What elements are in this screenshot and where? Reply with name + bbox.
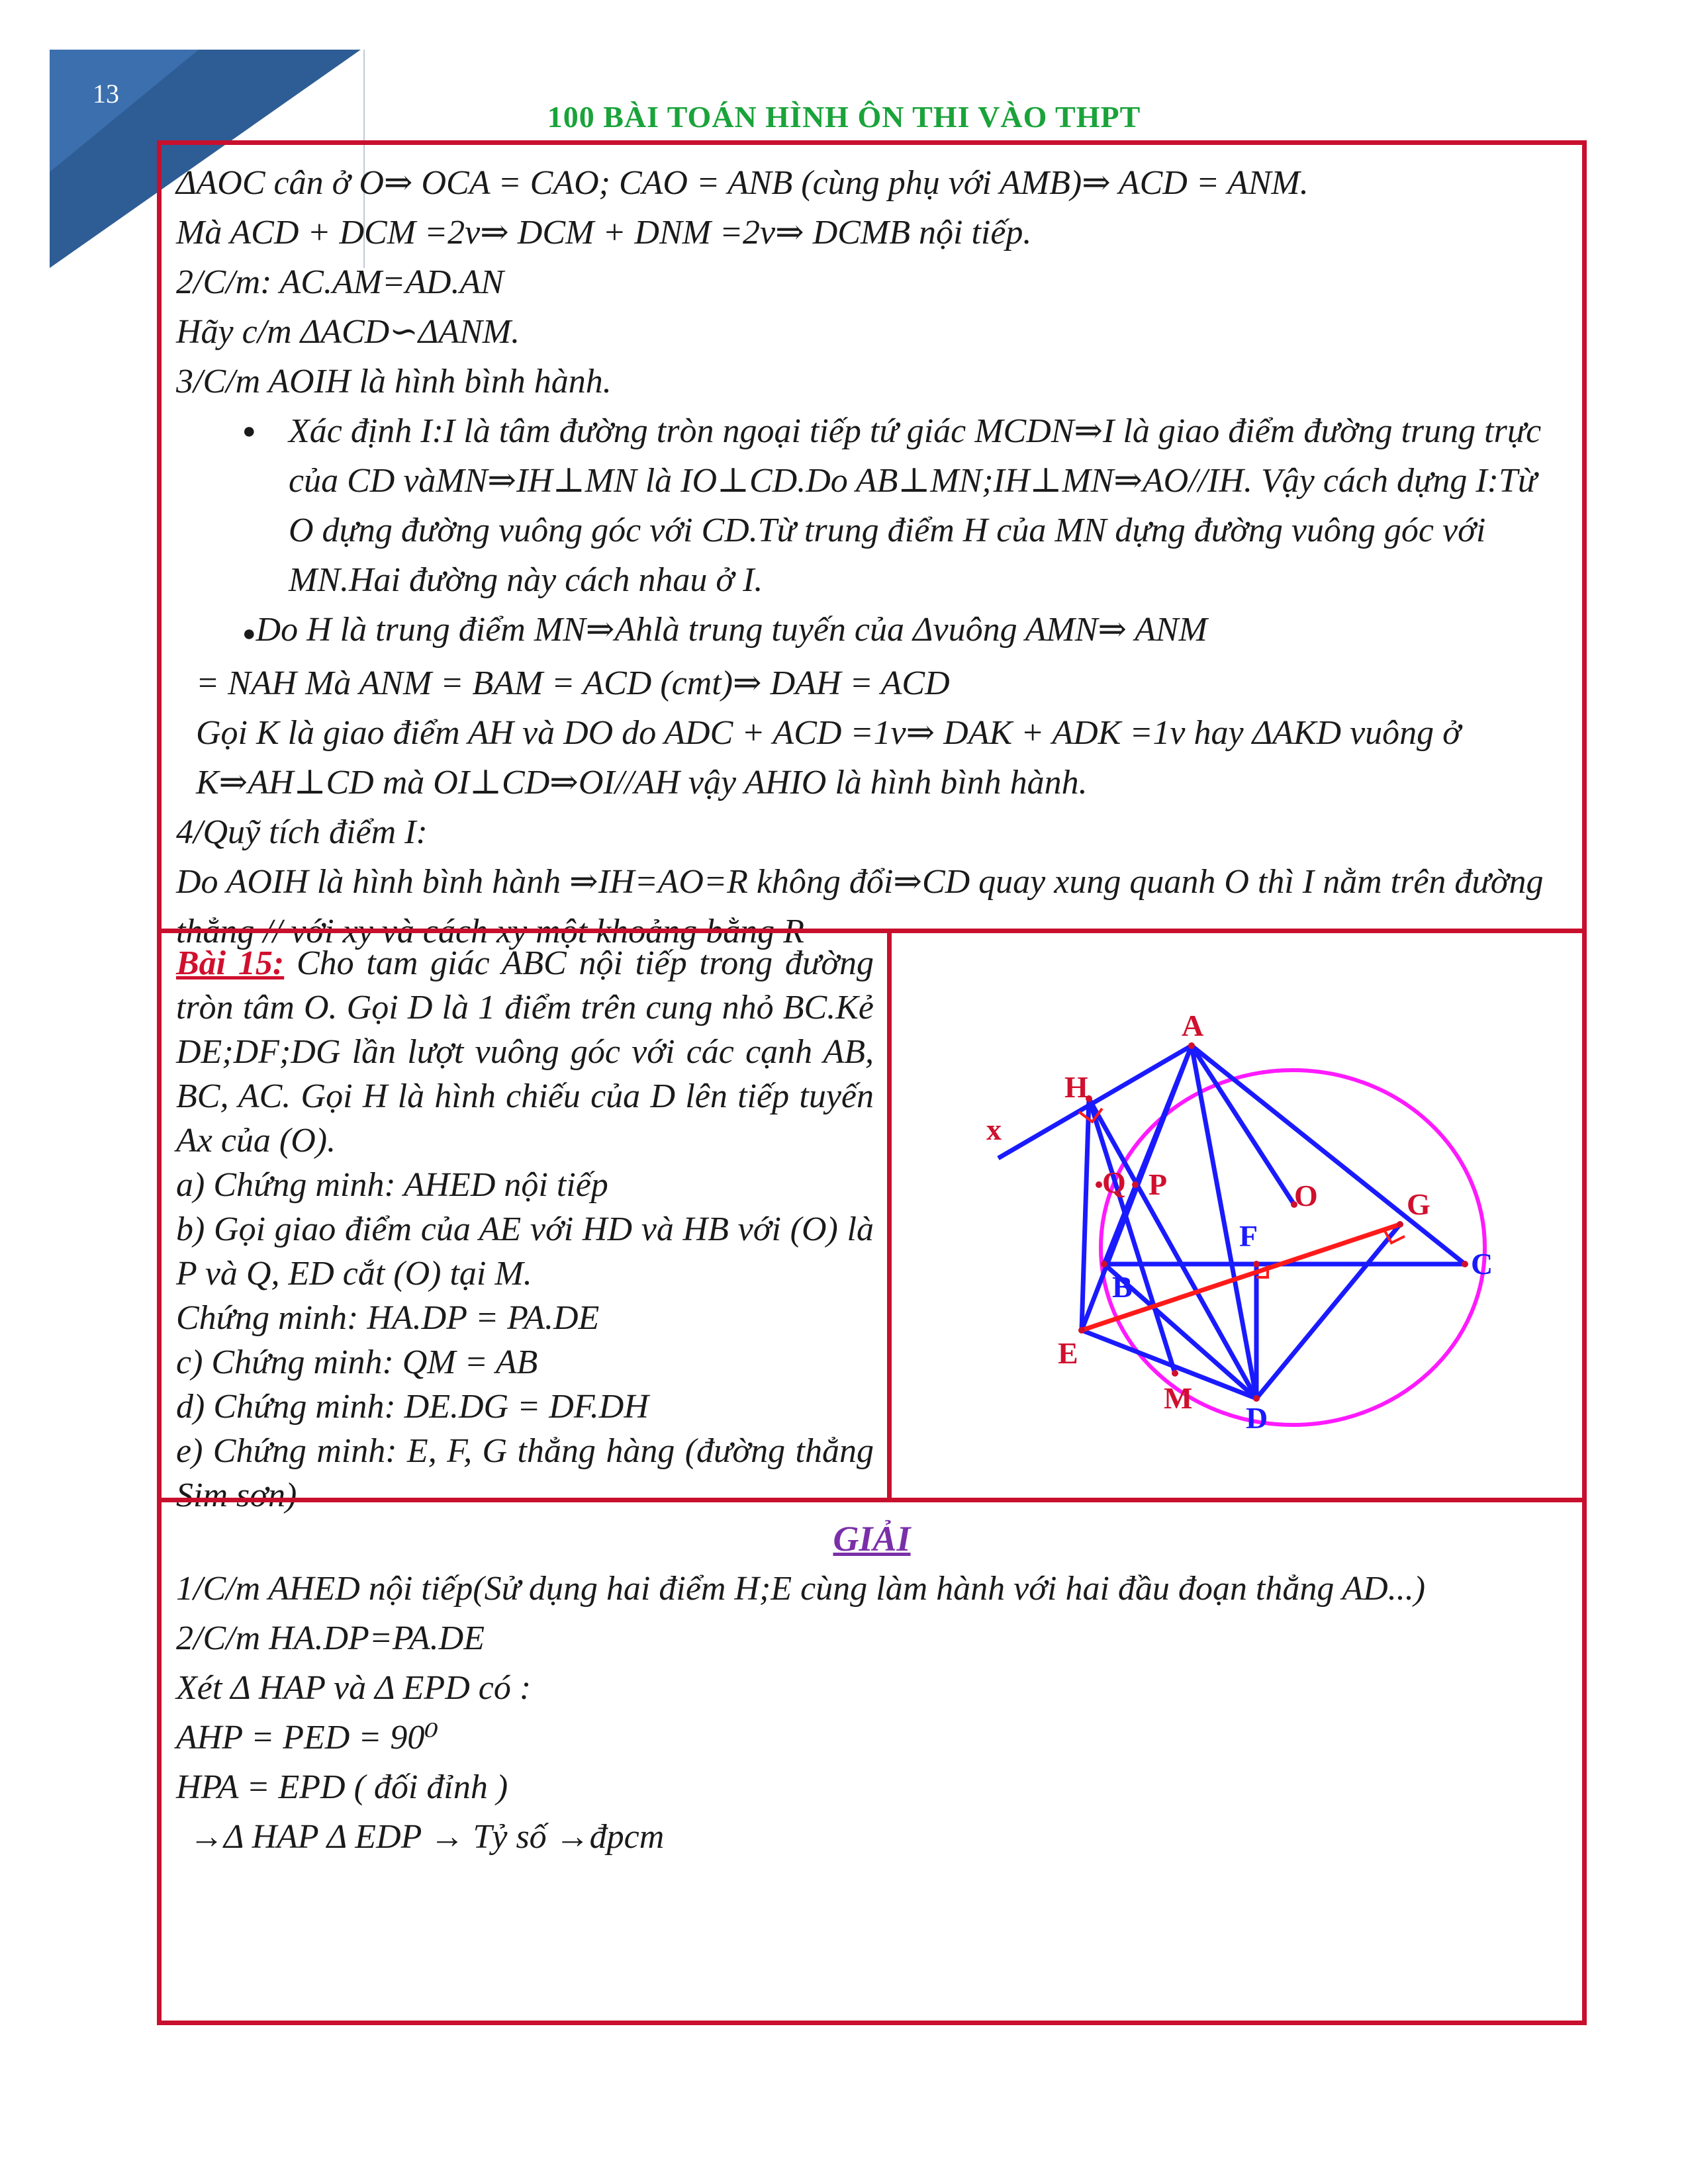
page-header: 100 BÀI TOÁN HÌNH ÔN THI VÀO THPT — [547, 100, 1141, 134]
solution-line-3: Xét Δ HAP và Δ EPD có : — [176, 1669, 532, 1707]
solution-line-1: 1/C/m AHED nội tiếp(Sử dụng hai điểm H;E cùng làm hành với hai đầu đoạn thẳng AD...) — [176, 1570, 1426, 1608]
label-E: E — [1058, 1336, 1078, 1370]
line-3: 2/C/m: AC.AM=AD.AN — [176, 263, 504, 301]
label-F: F — [1239, 1219, 1258, 1253]
question-b: b) Gọi giao điểm của AE với HD và HB với (O) là P và Q, ED cắt (O) tại M. — [176, 1210, 874, 1293]
solution-line-2: 2/C/m HA.DP=PA.DE — [176, 1619, 485, 1657]
label-Q: Q — [1102, 1165, 1126, 1199]
bullet-2b: = NAH Mà ANM = BAM = ACD (cmt)⇒ DAH = ACD — [196, 664, 950, 702]
part4-text: Do AOIH là hình bình hành ⇒IH=AO=R không đổi⇒CD quay xung quanh O thì I nằm trên đường thẳng // với xy và cách xy một khoảng bằng R — [176, 863, 1544, 950]
question-b2: Chứng minh: HA.DP = PA.DE — [176, 1299, 600, 1337]
label-B: B — [1112, 1270, 1133, 1304]
label-H: H — [1064, 1070, 1088, 1104]
question-e: e) Chứng minh: E, F, G thẳng hàng (đường thẳng Sim sơn) — [176, 1432, 874, 1514]
bullet-2a-text: Do H là trung điểm MN⇒Ahlà trung tuyến của Δvuông AMN⇒ ANM — [256, 611, 1207, 649]
solution-line-4: AHP = PED = 90⁰ — [176, 1719, 439, 1756]
label-O: O — [1294, 1179, 1318, 1212]
line-5: 3/C/m AOIH là hình bình hành. — [176, 363, 612, 400]
solution-title: GIẢI — [833, 1519, 911, 1559]
label-A: A — [1182, 1009, 1204, 1042]
question-c: c) Chứng minh: QM = AB — [176, 1343, 538, 1381]
problem-15-statement: Cho tam giác ABC nội tiếp trong đường tròn tâm O. Gọi D là 1 điểm trên cung nhỏ BC.Kẻ DE;DF;DG lần lượt vuông góc với các cạnh AB, BC, AC. Gọi H là hình chiếu của D lên tiếp tuyến Ax của (O). — [176, 944, 874, 1160]
bullet-2a: ●Do H là trung điểm MN⇒Ahlà trung tuyến của Δvuông AMN⇒ ANM — [242, 611, 1207, 649]
line-2: Mà ACD + DCM =2v⇒ DCM + DNM =2v⇒ DCMB nội tiếp. — [176, 214, 1032, 251]
label-x: x — [986, 1113, 1002, 1146]
solution-line-6: →Δ HAP Δ EDP → Tỷ số →đpcm — [189, 1818, 665, 1856]
solution-box — [157, 1498, 1587, 2025]
label-D: D — [1246, 1401, 1268, 1435]
line-4: Hãy c/m ΔACD∽ΔANM. — [176, 313, 520, 351]
figure-box — [887, 929, 1587, 1502]
paragraph-k: Gọi K là giao điểm AH và DO do ADC + ACD =1v⇒ DAK + ADK =1v hay ΔAKD vuông ở K⇒AH⊥CD mà OI⊥CD⇒OI//AH vậy AHIO là hình bình hành. — [196, 714, 1461, 801]
label-G: G — [1407, 1187, 1430, 1221]
problem-15-label: Bài 15: — [176, 944, 285, 982]
geometry-figure — [892, 933, 1582, 1498]
solution-line-5: HPA = EPD ( đối đỉnh ) — [176, 1768, 508, 1806]
problem-15-box — [157, 929, 892, 1514]
problem-15-intro — [176, 941, 874, 1163]
label-P: P — [1149, 1167, 1168, 1201]
label-M: M — [1164, 1381, 1193, 1415]
solution-continued-box — [157, 140, 1587, 950]
question-d: d) Chứng minh: DE.DG = DF.DH — [176, 1388, 649, 1426]
page-number: 13 — [93, 79, 119, 109]
label-C: C — [1471, 1247, 1493, 1281]
question-a: a) Chứng minh: AHED nội tiếp — [176, 1166, 608, 1204]
line-1: ΔAOC cân ở O⇒ OCA = CAO; CAO = ANB (cùng phụ với AMB)⇒ ACD = ANM. — [176, 164, 1309, 202]
bullet-1: ● Xác định I:I là tâm đường tròn ngoại tiếp tứ giác MCDN⇒I là giao điểm đường trung trực của CD vàMN⇒IH⊥MN là IO⊥CD.Do AB⊥MN;IH⊥MN⇒AO//IH. Vậy cách dựng I:Từ O dựng đường vuông góc với CD.Từ trung điểm H của MN dựng đường vuông góc với MN.Hai đường này cách nhau ở I. — [176, 406, 1568, 605]
part4-title: 4/Quỹ tích điểm I: — [176, 813, 428, 851]
